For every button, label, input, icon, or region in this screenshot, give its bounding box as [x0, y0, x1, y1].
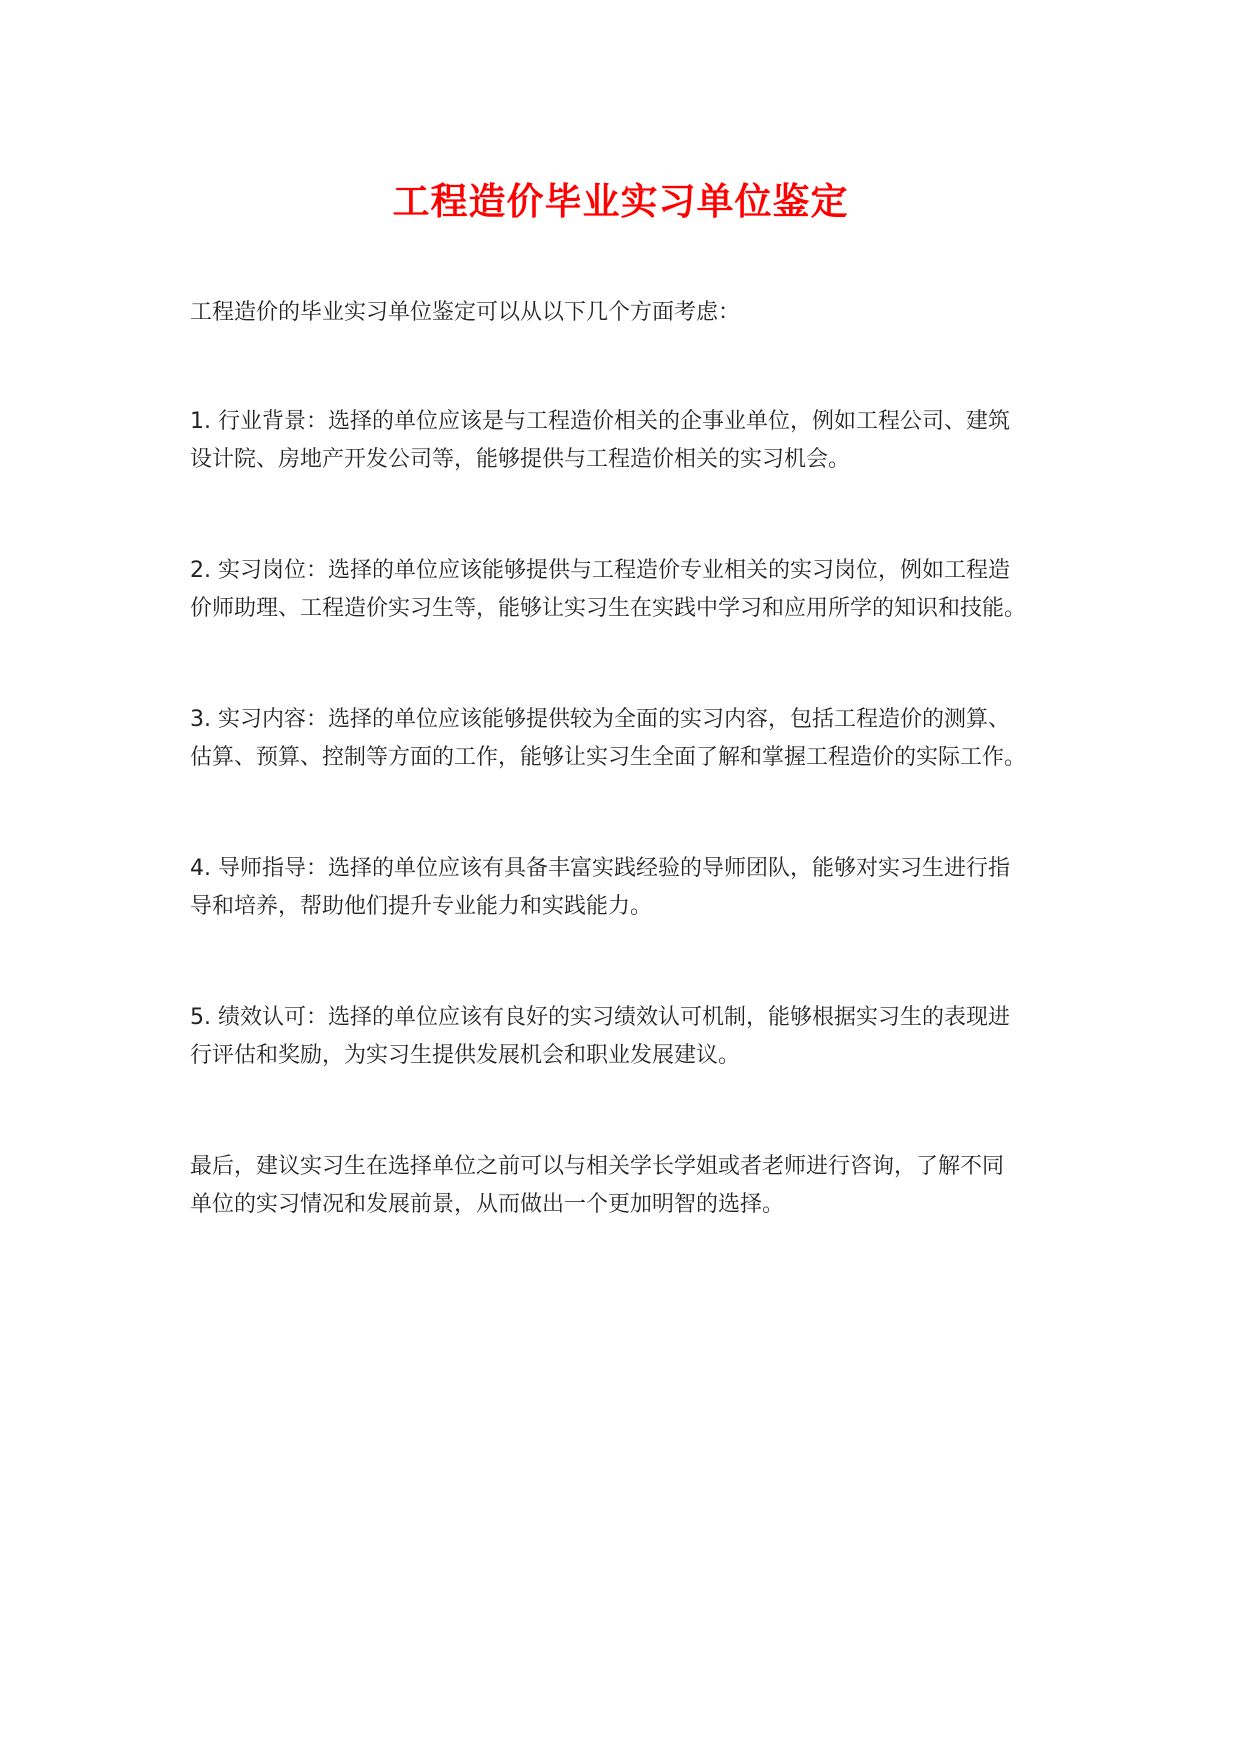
- intro-line: 工程造价的毕业实习单位鉴定可以从以下几个方面考虑：: [190, 300, 741, 325]
- point-3-line-2: 估算、预算、控制等方面的工作，能够让实习生全面了解和掌握工程造价的实际工作。: [190, 745, 1027, 770]
- point-4-line-2: 导和培养，帮助他们提升专业能力和实践能力。: [190, 894, 653, 919]
- point-3-line-1: 3. 实习内容：选择的单位应该能够提供较为全面的实习内容，包括工程造价的测算、: [190, 707, 1010, 732]
- closing-line-2: 单位的实习情况和发展前景，从而做出一个更加明智的选择。: [190, 1192, 785, 1217]
- point-5-line-2: 行评估和奖励，为实习生提供发展机会和职业发展建议。: [190, 1043, 741, 1068]
- point-1-line-2: 设计院、房地产开发公司等，能够提供与工程造价相关的实习机会。: [190, 447, 851, 472]
- intro-paragraph: [190, 294, 1070, 332]
- document-title: 工程造价毕业实习单位鉴定: [392, 180, 849, 223]
- point-5-line-1: 5. 绩效认可：选择的单位应该有良好的实习绩效认可机制，能够根据实习生的表现进: [190, 1005, 1010, 1030]
- point-2-line-2: 价师助理、工程造价实习生等，能够让实习生在实践中学习和应用所学的知识和技能。: [190, 596, 1027, 621]
- point-2-line-1: 2. 实习岗位：选择的单位应该能够提供与工程造价专业相关的实习岗位，例如工程造: [190, 558, 1010, 583]
- point-2-paragraph: [190, 552, 1070, 628]
- point-5-paragraph: [190, 999, 1070, 1075]
- point-3-paragraph: [190, 701, 1070, 777]
- point-1-line-1: 1. 行业背景：选择的单位应该是与工程造价相关的企事业单位，例如工程公司、建筑: [190, 409, 1010, 434]
- closing-paragraph: [190, 1148, 1070, 1224]
- point-1-paragraph: [190, 403, 1070, 479]
- point-4-line-1: 4. 导师指导：选择的单位应该有具备丰富实践经验的导师团队，能够对实习生进行指: [190, 856, 1010, 881]
- point-4-paragraph: [190, 850, 1070, 926]
- closing-line-1: 最后，建议实习生在选择单位之前可以与相关学长学姐或者老师进行咨询，了解不同: [190, 1154, 1005, 1179]
